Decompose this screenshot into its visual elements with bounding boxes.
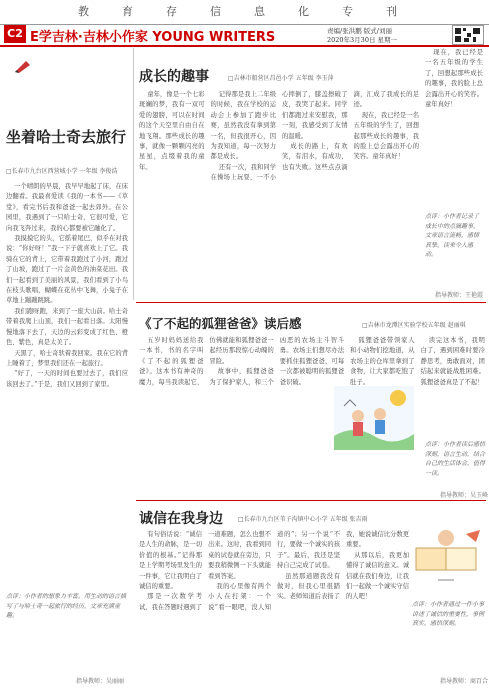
motto-char: 存	[166, 5, 177, 18]
article-body: 五岁时妈妈送给我一本书，书的名字叫《了不起的狐狸爸爸》。这本书有神奇的魔力，每当我读起它，仿佛就能和狐狸爸爸一起经历那段惊心动魄的冒险。 故事中，狐狸爸爸为了保护家人，和三个凶恶的农场主斗智斗勇。农场主们想尽办法要抓住狐狸爸爸，可每一次都被聪明的狐狸爸爸识破。 狐狸爸爸带领家人和小动物们挖地道，从农场主的仓库里拿到了食物，让大家都吃饱了肚子。 读完这本书，我明白了，遇到困难时要冷静思考，勇敢面对，团结起来就能战胜困难。狐狸爸爸真是了不起！	[139, 337, 485, 386]
article-title: 诚信在我身边	[139, 511, 223, 527]
article-title: 《了不起的狐狸爸爸》读后感	[139, 316, 302, 331]
section-divider	[136, 500, 486, 501]
article-body: 童年，像是一个七彩斑斓的梦，我有一双可爱的翅膀，可以在时间的这个天空里自由自在地飞翔。那些成长的趣事，就像一颗颗闪亮的星星，点缀着我的童年。 记得那是我上二年级的时候，我在学校的运动会上参加了跑步比赛，虽然我没有拿到第一名，但我很开心，因为我知道，每一次努力都是成长。 还有一次，我和同学在操场上玩耍，一不小心摔倒了，膝盖擦破了皮，我哭了起来。同学们都跑过来安慰我，那一刻，我感受到了友情的温暖。 成长的路上，有欢笑，有泪水，有成功，也有失败。这些点点滴滴，汇成了我成长的足迹。 现在，我已经是一名五年级的学生了，回想起那些成长的趣事，我的脸上总会露出开心的笑容。童年真好！	[139, 91, 419, 182]
article-byline: □长春市九台区苇子沟镇中心小学 五年级 张吉雨	[238, 516, 368, 523]
article-title: 成长的趣事	[139, 69, 209, 85]
article-body-continued: 现在，我已经是一名五年级的学生了，回想起那些成长的趣事，我的脸上总会露出开心的笑容。童年真好！	[425, 49, 483, 109]
article-body: 一个晴朗的早晨，我早早地起了床，在床边翻看。我最喜爱读《我的一本书——《草堂》，看完书后我和爸爸一起去郊外。在公园里，我遇到了一只哈士奇，它很可爱，它向我飞奔过来，我的心都要被它融化了。 我摸摸它的头，它摇着尾巴，似乎在对我说：“你好呀！”我一下子就喜欢上了它。我骑在它的背上，它带着我跑过了小河，跑过了山坡，跑过了一片金黄色的油菜花田。我们一起看到了美丽的风景，我们看到了小鸟在枝头歌唱，蝴蝶在花丛中飞舞，小兔子在草地上蹦蹦跳跳。 我们跑呀跑，来到了一座大山前。哈士奇带着我爬上山顶，我们一起看日落。太阳慢慢地落下去了，天边的云彩变成了红色、橙色、紫色，真是太美了。 天黑了，哈士奇驮着我回家。我在它的背上睡着了，梦里我们还在一起旅行。 “好了，一天的时间也要过去了，我们应该回去了。”于是，我们又回到了家里。	[6, 183, 128, 388]
reading-illustration	[410, 528, 486, 590]
article-comment: 点评：小作者记录了成长中的点滴趣事，文章语言流畅，感情真挚，读来令人感动。	[425, 213, 480, 259]
motto-char: 专	[342, 5, 353, 18]
masthead	[0, 0, 489, 44]
article-editor: 指导教师：吴丽丽	[76, 678, 125, 685]
article-comment: 点评：小作者通过一件小事讲述了诚信的重要性，事例真实，感悟深刻。	[412, 601, 485, 628]
masthead-motto	[0, 0, 489, 22]
children-illustration	[334, 386, 414, 450]
article-byline: □吉林市船营区昌邑小学 五年级 李玉萍	[228, 75, 334, 82]
motto-char: 化	[298, 5, 309, 18]
motto-char: 刊	[386, 5, 397, 18]
section-bar	[0, 24, 489, 47]
motto-char: 育	[122, 5, 133, 18]
article-editor: 指导教师：商百合	[440, 678, 489, 685]
qr-code-icon	[452, 25, 484, 45]
page-number: C2	[4, 25, 26, 43]
pencil-icon	[14, 60, 32, 74]
article-editor: 指导教师：吴玉峰	[440, 492, 489, 499]
article-editor: 指导教师：王艳霞	[435, 292, 484, 299]
edition-line: 责编/张洪鹏 版式/刘丽	[327, 27, 392, 35]
section-title: E学吉林·吉林小作家 YOUNG WRITERS	[30, 30, 276, 45]
motto-char: 教	[78, 5, 89, 18]
article-body: 有句俗话说：“诚信是人生的命脉，是一切价值的根基。”记得那是上学期考场里发生的一件事，它让我明白了诚信的重要。 那是一次数学考试，我在答题时遇到了一道难题，怎么也想不出来。这时，我看到同桌的试卷就在旁边，只要我稍微侧一下头就能看到答案。 我的心里像有两个小人在打架：一个说“看一眼吧，没人知道的”；另一个说“不行，要做一个诚实的孩子”。最后，我还是坚持自己完成了试卷。 虽然那道题我没有做对，但我心里很踏实。老师知道后表扬了我，她说诚信比分数更重要。 从那以后，我更加懂得了诚信的意义。诚信就在我们身边，让我们一起做一个诚实守信的人吧！	[139, 531, 409, 611]
section-divider	[136, 302, 486, 303]
article-byline: □长春市九台区西营城小学 一年级 李俊浩	[6, 168, 118, 175]
date-line: 2020年3月30日 星期一	[327, 36, 398, 44]
article-comment: 点评：小作者的想象力丰富，用生动的语言描写了与哈士奇一起旅行的经历，文章充满童趣。	[6, 593, 127, 620]
motto-char: 息	[254, 5, 265, 18]
article-byline: □吉林市龙潭区实验学校五年级 赵丽琪	[362, 322, 466, 329]
article-comment: 点评：小作者读后感悟深刻，语言生动，结合自己的生活体会，值得一读。	[425, 441, 486, 477]
article-title: 坐着哈士奇去旅行	[6, 128, 127, 146]
motto-char: 信	[210, 5, 221, 18]
column-divider	[133, 48, 134, 300]
